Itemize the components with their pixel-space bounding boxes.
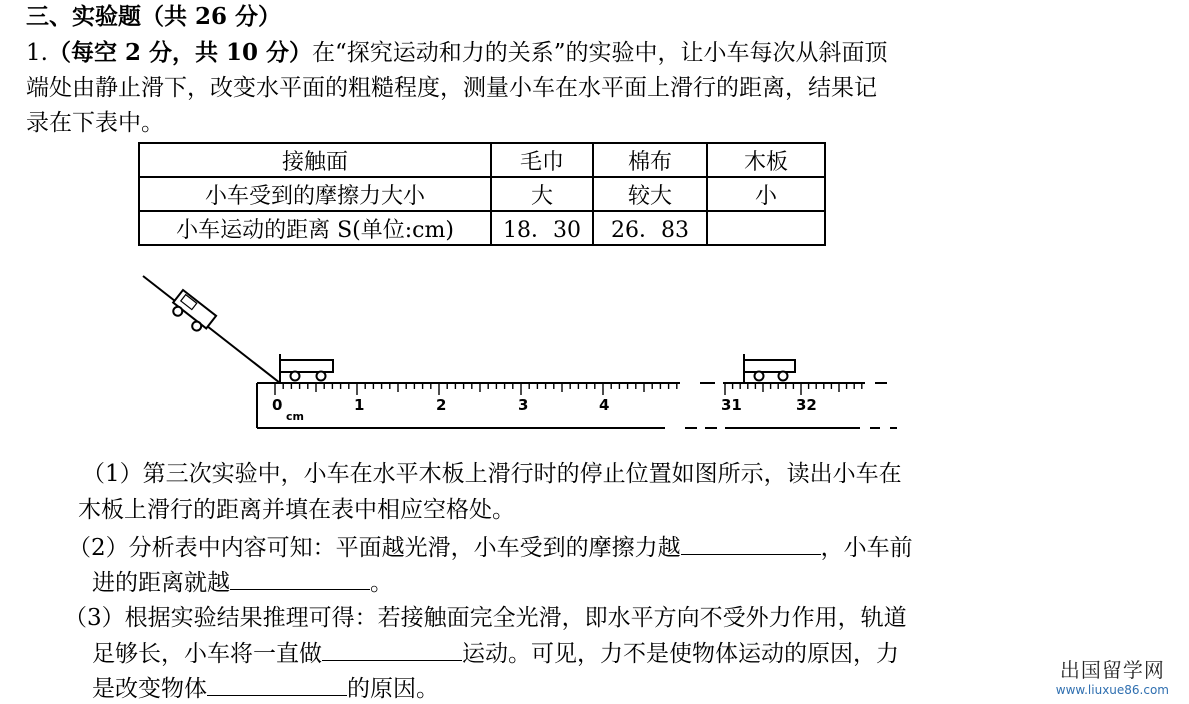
car-at-start xyxy=(280,354,333,383)
ruler-label: 32 xyxy=(796,396,817,414)
table-header-cell: 棉布 xyxy=(593,143,707,177)
q3-text-b: 运动。可见，力不是使物体运动的原因，力 xyxy=(462,641,899,667)
watermark-url: www.liuxue86.com xyxy=(1055,683,1169,697)
table-row xyxy=(139,211,825,245)
subquestion-1-line2: 木板上滑行的距离并填在表中相应空格处。 xyxy=(78,497,515,523)
subquestion-2-line1 xyxy=(68,532,913,563)
subquestion-1-line1: （1）第三次实验中，小车在水平木板上滑行时的停止位置如图所示，读出小车在 xyxy=(82,461,902,487)
table-cell: 小车受到的摩擦力大小 xyxy=(139,177,491,211)
q2-text-a: （2）分析表中内容可知：平面越光滑，小车受到的摩擦力越 xyxy=(68,535,681,561)
watermark xyxy=(1056,654,1169,697)
subquestion-3-line1: （3）根据实验结果推理可得：若接触面完全光滑，即水平方向不受外力作用，轨道 xyxy=(64,605,907,631)
q2-text-b: ，小车前 xyxy=(820,535,913,561)
q3-text-a: 足够长，小车将一直做 xyxy=(92,641,322,667)
question-number: 1. xyxy=(26,40,48,66)
table-cell: 大 xyxy=(491,177,593,211)
subquestion-3-line2 xyxy=(92,638,899,669)
question-intro-line2: 端处由静止滑下，改变水平面的粗糙程度，测量小车在水平面上滑行的距离，结果记 xyxy=(26,75,877,101)
section-title: 三、实验题（共 26 分） xyxy=(26,3,282,30)
answer-blank-motion[interactable] xyxy=(322,638,462,661)
car-at-stop xyxy=(744,354,795,383)
table-cell: 26．83 xyxy=(593,211,707,245)
ruler-label: 3 xyxy=(518,396,529,414)
table-cell: 18．30 xyxy=(491,211,593,245)
watermark-text: 出国留学网 xyxy=(1059,658,1165,682)
table-cell: 小车运动的距离 S(单位:cm) xyxy=(139,211,491,245)
table-header-row xyxy=(139,143,825,177)
points-note: （每空 2 分，共 10 分） xyxy=(47,39,312,66)
ruler-label: 1 xyxy=(354,396,365,414)
table-cell-answer-blank xyxy=(707,211,825,245)
intro-text: 在“探究运动和力的关系”的实验中，让小车每次从斜面顶 xyxy=(312,40,888,66)
table-header-cell: 接触面 xyxy=(139,143,491,177)
q3-text-d: 的原因。 xyxy=(347,676,439,702)
ruler-ticks xyxy=(275,383,862,395)
ruler-label: 4 xyxy=(599,396,610,414)
table-cell: 较大 xyxy=(593,177,707,211)
answer-blank-friction[interactable] xyxy=(681,532,821,555)
question-intro-line3: 录在下表中。 xyxy=(26,110,164,136)
question-intro-line1 xyxy=(26,38,888,68)
results-table xyxy=(138,142,826,246)
ruler-label: 31 xyxy=(721,396,742,414)
table-row xyxy=(139,177,825,211)
ruler-label: 2 xyxy=(436,396,447,414)
subquestion-2-line2 xyxy=(92,567,393,598)
answer-blank-distance[interactable] xyxy=(230,567,370,590)
incline-ruler-figure xyxy=(125,268,900,433)
subquestion-3-line3 xyxy=(92,673,439,704)
q2-text-c: 进的距离就越 xyxy=(92,570,230,596)
answer-blank-state[interactable] xyxy=(207,673,347,696)
table-header-cell: 毛巾 xyxy=(491,143,593,177)
ruler-unit-label: cm xyxy=(286,410,304,423)
incline-line xyxy=(143,276,280,383)
q3-text-c: 是改变物体 xyxy=(92,676,207,702)
table-header-cell: 木板 xyxy=(707,143,825,177)
table-cell: 小 xyxy=(707,177,825,211)
ruler-label: 0 xyxy=(272,396,283,414)
q2-text-d: 。 xyxy=(370,570,393,596)
